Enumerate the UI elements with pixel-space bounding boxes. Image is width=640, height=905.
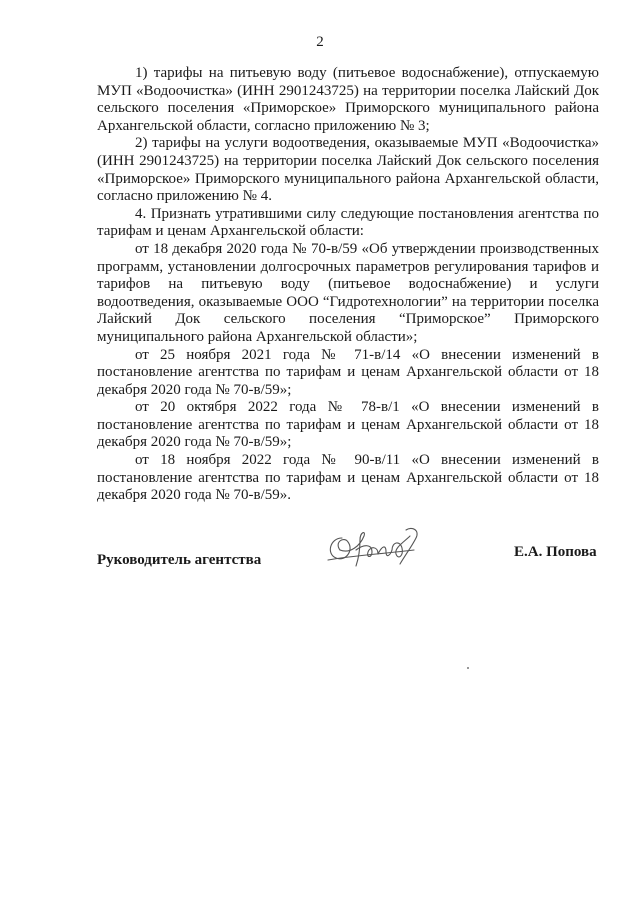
- paragraph-repeal-item-3: от 20 октября 2022 года № 78-в/1 «О внесении изменений в постановление агентства по тарифам и ценам Архангельской области от 18 декабря 2020 года № 70-в/59»;: [97, 399, 599, 451]
- signatory-title: Руководитель агентства: [97, 552, 262, 568]
- paragraph-repeal-item-2: от 25 ноября 2021 года № 71-в/14 «О внесении изменений в постановление агентства по тарифам и ценам Архангельской области от 18 декабря 2020 года № 70-в/59»;: [97, 346, 599, 398]
- signatory-name: Е.А. Попова: [514, 544, 597, 560]
- paragraph-tariff-sewage: 2) тарифы на услуги водоотведения, оказываемые МУП «Водоочистка» (ИНН 2901243725) на территории поселка Лайский Док сельского поселения «Приморское» Приморского муниципального района Архангельской области, согласно приложению № 4.: [97, 135, 599, 205]
- page-number: 2: [316, 34, 324, 50]
- handwritten-signature: [320, 520, 430, 575]
- paragraph-repeal-intro: 4. Признать утратившими силу следующие постановления агентства по тарифам и ценам Архангельской области:: [97, 205, 599, 240]
- paragraph-repeal-item-4: от 18 ноября 2022 года № 90-в/11 «О внесении изменений в постановление агентства по тарифам и ценам Архангельской области от 18 декабря 2020 года № 70-в/59».: [97, 452, 599, 504]
- document-body: [97, 65, 599, 505]
- paragraph-tariff-water: 1) тарифы на питьевую воду (питьевое водоснабжение), отпускаемую МУП «Водоочистка» (ИНН 2901243725) на территории поселка Лайский Док сельского поселения «Приморское» Приморского муниципального района Архангельской области, согласно приложению № 3;: [97, 65, 599, 134]
- scan-speck: [467, 667, 469, 669]
- paragraph-repeal-item-1: от 18 декабря 2020 года № 70-в/59 «Об утверждении производственных программ, установлении долгосрочных параметров регулирования тарифов и тарифов на питьевую воду (питьевое водоснабжение) и услуги водоотведения, оказываемые ООО “Гидротехнологии” на территории поселка Лайский Док сельского поселения “Приморское” Приморского муниципального района Архангельской области»;: [97, 240, 599, 345]
